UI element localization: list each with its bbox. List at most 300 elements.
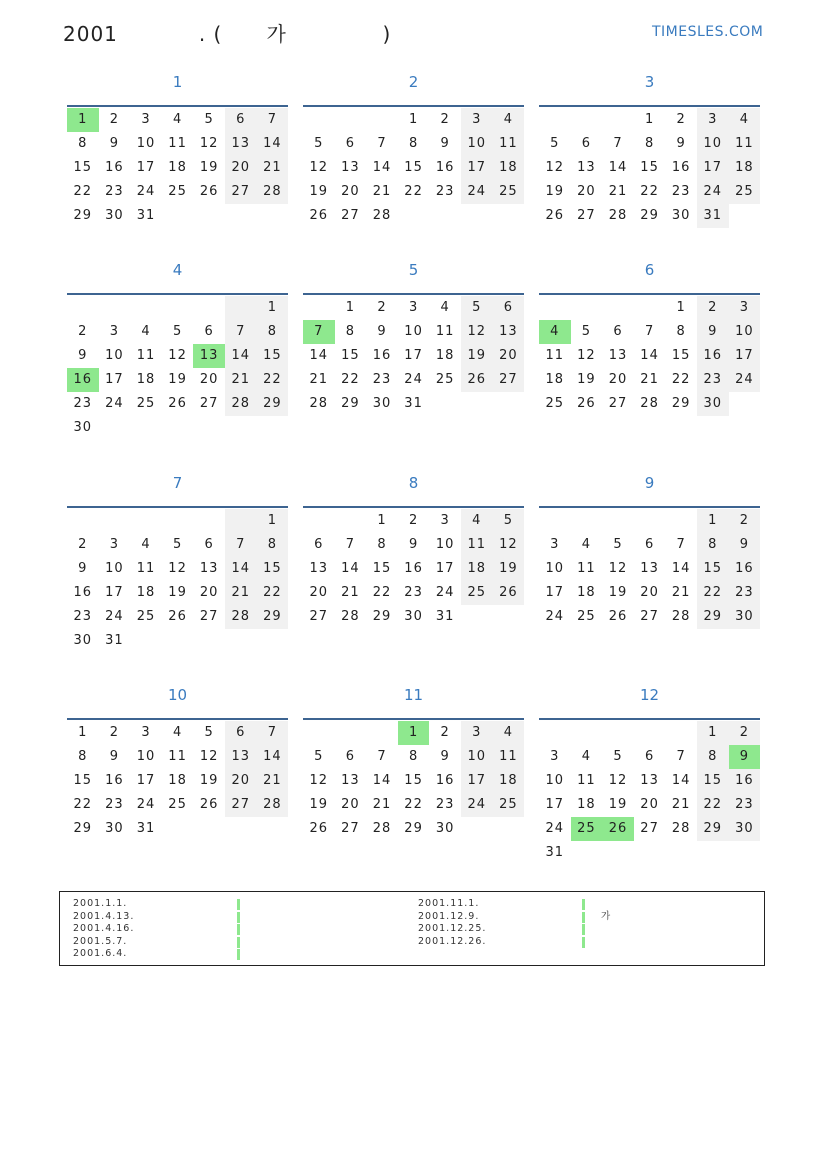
day-cell[interactable]: 7 (676, 537, 686, 552)
day-cell[interactable]: 8 (408, 749, 419, 764)
day-cell[interactable]: 21 (225, 581, 257, 605)
day-cell[interactable]: 27 (341, 821, 360, 836)
day-cell[interactable]: 17 (545, 797, 565, 812)
day-cell[interactable]: 7 (225, 320, 257, 344)
day-cell[interactable]: 1 (377, 513, 387, 528)
day-cell[interactable]: 28 (257, 180, 289, 204)
day-cell[interactable]: 19 (608, 797, 628, 812)
day-cell[interactable]: 16 (67, 368, 99, 392)
day-cell[interactable]: 21 (341, 585, 360, 600)
day-cell[interactable]: 24 (697, 180, 729, 204)
day-cell[interactable]: 13 (225, 132, 257, 156)
day-cell[interactable]: 28 (341, 609, 360, 624)
day-cell[interactable]: 20 (225, 156, 257, 180)
day-cell[interactable]: 14 (671, 773, 691, 788)
day-cell[interactable]: 27 (577, 208, 596, 223)
day-cell[interactable]: 25 (461, 581, 493, 605)
day-cell[interactable]: 27 (640, 821, 659, 836)
day-cell[interactable]: 1 (257, 296, 289, 320)
day-cell[interactable]: 12 (199, 136, 219, 151)
day-cell[interactable]: 14 (640, 348, 659, 363)
day-cell[interactable]: 4 (493, 721, 525, 745)
day-cell[interactable]: 22 (640, 184, 659, 199)
day-cell[interactable]: 16 (435, 773, 455, 788)
day-cell[interactable]: 18 (545, 372, 565, 387)
day-cell[interactable]: 26 (493, 581, 525, 605)
day-cell[interactable]: 2 (729, 721, 761, 745)
day-cell[interactable]: 31 (697, 204, 729, 228)
day-cell[interactable]: 17 (404, 348, 423, 363)
day-cell[interactable]: 18 (168, 773, 187, 788)
day-cell[interactable]: 23 (671, 184, 691, 199)
day-cell[interactable]: 13 (341, 160, 360, 175)
day-cell[interactable]: 19 (199, 160, 219, 175)
day-cell[interactable]: 24 (105, 396, 124, 411)
day-cell[interactable]: 10 (136, 749, 156, 764)
day-cell[interactable]: 1 (697, 721, 729, 745)
day-cell[interactable]: 20 (493, 344, 525, 368)
day-cell[interactable]: 11 (461, 533, 493, 557)
day-cell[interactable]: 2 (676, 112, 686, 127)
day-cell[interactable]: 22 (341, 372, 360, 387)
day-cell[interactable]: 29 (372, 609, 392, 624)
day-cell[interactable]: 13 (309, 561, 329, 576)
day-cell[interactable]: 16 (697, 344, 729, 368)
day-cell[interactable]: 18 (493, 769, 525, 793)
day-cell[interactable]: 3 (440, 513, 450, 528)
day-cell[interactable]: 26 (309, 208, 329, 223)
day-cell[interactable]: 25 (435, 372, 455, 387)
day-cell[interactable]: 31 (435, 609, 455, 624)
day-cell[interactable]: 1 (345, 300, 356, 315)
day-cell[interactable]: 17 (136, 160, 156, 175)
day-cell[interactable]: 10 (461, 132, 493, 156)
day-cell[interactable]: 9 (440, 749, 450, 764)
day-cell[interactable]: 9 (109, 136, 120, 151)
day-cell[interactable]: 29 (671, 396, 691, 411)
day-cell[interactable]: 16 (105, 160, 124, 175)
day-cell[interactable]: 23 (435, 797, 455, 812)
day-cell[interactable]: 18 (577, 797, 596, 812)
day-cell[interactable]: 25 (577, 609, 596, 624)
day-cell[interactable]: 11 (168, 749, 187, 764)
day-cell[interactable]: 24 (435, 585, 455, 600)
day-cell[interactable]: 9 (676, 136, 686, 151)
day-cell[interactable]: 8 (697, 745, 729, 769)
day-cell[interactable]: 3 (697, 108, 729, 132)
day-cell[interactable]: 3 (729, 296, 761, 320)
day-cell[interactable]: 8 (377, 537, 387, 552)
day-cell[interactable]: 15 (257, 557, 289, 581)
day-cell[interactable]: 26 (545, 208, 565, 223)
day-cell[interactable]: 10 (729, 320, 761, 344)
day-cell[interactable]: 20 (341, 184, 360, 199)
day-cell[interactable]: 20 (640, 797, 659, 812)
day-cell[interactable]: 9 (440, 136, 450, 151)
day-cell[interactable]: 21 (640, 372, 659, 387)
day-cell[interactable]: 8 (78, 136, 88, 151)
day-cell[interactable]: 6 (314, 537, 324, 552)
day-cell[interactable]: 15 (372, 561, 392, 576)
day-cell[interactable]: 23 (697, 368, 729, 392)
day-cell[interactable]: 7 (257, 108, 289, 132)
day-cell[interactable]: 9 (729, 533, 761, 557)
day-cell[interactable]: 12 (168, 561, 187, 576)
day-cell[interactable]: 20 (608, 372, 628, 387)
day-cell[interactable]: 10 (404, 324, 423, 339)
day-cell[interactable]: 18 (435, 348, 455, 363)
day-cell[interactable]: 30 (404, 609, 423, 624)
day-cell[interactable]: 13 (577, 160, 596, 175)
day-cell[interactable]: 11 (493, 745, 525, 769)
day-cell[interactable]: 28 (372, 208, 392, 223)
day-cell[interactable]: 9 (377, 324, 387, 339)
day-cell[interactable]: 26 (608, 609, 628, 624)
day-cell[interactable]: 20 (199, 585, 219, 600)
day-cell[interactable]: 15 (341, 348, 360, 363)
day-cell[interactable]: 26 (602, 817, 634, 841)
day-cell[interactable]: 27 (608, 396, 628, 411)
day-cell[interactable]: 13 (193, 344, 225, 368)
day-cell[interactable]: 13 (640, 561, 659, 576)
day-cell[interactable]: 19 (461, 344, 493, 368)
day-cell[interactable]: 24 (461, 180, 493, 204)
day-cell[interactable]: 5 (581, 324, 592, 339)
day-cell[interactable]: 8 (345, 324, 356, 339)
day-cell[interactable]: 29 (404, 821, 423, 836)
day-cell[interactable]: 18 (729, 156, 761, 180)
day-cell[interactable]: 3 (109, 537, 120, 552)
day-cell[interactable]: 12 (545, 160, 565, 175)
day-cell[interactable]: 8 (257, 533, 289, 557)
day-cell[interactable]: 1 (408, 112, 419, 127)
day-cell[interactable]: 6 (225, 108, 257, 132)
day-cell[interactable]: 27 (493, 368, 525, 392)
day-cell[interactable]: 10 (697, 132, 729, 156)
day-cell[interactable]: 7 (225, 533, 257, 557)
day-cell[interactable]: 1 (67, 108, 99, 132)
day-cell[interactable]: 6 (204, 537, 214, 552)
day-cell[interactable]: 28 (309, 396, 329, 411)
day-cell[interactable]: 19 (608, 585, 628, 600)
day-cell[interactable]: 23 (435, 184, 455, 199)
day-cell[interactable]: 4 (172, 725, 183, 740)
day-cell[interactable]: 25 (571, 817, 603, 841)
day-cell[interactable]: 25 (136, 396, 156, 411)
day-cell[interactable]: 30 (729, 817, 761, 841)
day-cell[interactable]: 6 (581, 136, 592, 151)
day-cell[interactable]: 2 (109, 725, 120, 740)
day-cell[interactable]: 9 (697, 320, 729, 344)
day-cell[interactable]: 30 (435, 821, 455, 836)
day-cell[interactable]: 26 (168, 396, 187, 411)
day-cell[interactable]: 12 (461, 320, 493, 344)
day-cell[interactable]: 25 (545, 396, 565, 411)
day-cell[interactable]: 30 (671, 208, 691, 223)
day-cell[interactable]: 25 (493, 793, 525, 817)
day-cell[interactable]: 13 (608, 348, 628, 363)
day-cell[interactable]: 27 (309, 609, 329, 624)
day-cell[interactable]: 5 (613, 749, 623, 764)
day-cell[interactable]: 17 (105, 372, 124, 387)
day-cell[interactable]: 12 (608, 561, 628, 576)
day-cell[interactable]: 21 (225, 368, 257, 392)
day-cell[interactable]: 5 (314, 749, 324, 764)
day-cell[interactable]: 1 (697, 509, 729, 533)
day-cell[interactable]: 2 (377, 300, 387, 315)
day-cell[interactable]: 13 (341, 773, 360, 788)
day-cell[interactable]: 10 (461, 745, 493, 769)
day-cell[interactable]: 23 (372, 372, 392, 387)
day-cell[interactable]: 15 (671, 348, 691, 363)
day-cell[interactable]: 13 (199, 561, 219, 576)
day-cell[interactable]: 4 (461, 509, 493, 533)
day-cell[interactable]: 29 (257, 392, 289, 416)
day-cell[interactable]: 4 (141, 537, 151, 552)
day-cell[interactable]: 30 (697, 392, 729, 416)
day-cell[interactable]: 24 (729, 368, 761, 392)
day-cell[interactable]: 16 (372, 348, 392, 363)
day-cell[interactable]: 10 (545, 561, 565, 576)
day-cell[interactable]: 5 (204, 112, 214, 127)
day-cell[interactable]: 24 (404, 372, 423, 387)
day-cell[interactable]: 20 (199, 372, 219, 387)
day-cell[interactable]: 17 (729, 344, 761, 368)
day-cell[interactable]: 3 (109, 324, 120, 339)
day-cell[interactable]: 20 (341, 797, 360, 812)
day-cell[interactable]: 10 (435, 537, 455, 552)
day-cell[interactable]: 31 (404, 396, 423, 411)
day-cell[interactable]: 3 (550, 749, 560, 764)
day-cell[interactable]: 15 (73, 773, 93, 788)
day-cell[interactable]: 1 (78, 725, 88, 740)
day-cell[interactable]: 19 (309, 184, 329, 199)
day-cell[interactable]: 28 (225, 392, 257, 416)
day-cell[interactable]: 28 (640, 396, 659, 411)
day-cell[interactable]: 23 (73, 396, 93, 411)
day-cell[interactable]: 3 (550, 537, 560, 552)
day-cell[interactable]: 23 (404, 585, 423, 600)
day-cell[interactable]: 23 (729, 581, 761, 605)
day-cell[interactable]: 15 (73, 160, 93, 175)
day-cell[interactable]: 15 (697, 769, 729, 793)
day-cell[interactable]: 2 (697, 296, 729, 320)
day-cell[interactable]: 26 (199, 184, 219, 199)
day-cell[interactable]: 8 (697, 533, 729, 557)
day-cell[interactable]: 16 (729, 557, 761, 581)
day-cell[interactable]: 1 (676, 300, 686, 315)
day-cell[interactable]: 11 (545, 348, 565, 363)
day-cell[interactable]: 14 (372, 773, 392, 788)
site-logo[interactable]: TIMESLES.COM (652, 24, 764, 40)
day-cell[interactable]: 28 (257, 793, 289, 817)
day-cell[interactable]: 6 (493, 296, 525, 320)
day-cell[interactable]: 21 (608, 184, 628, 199)
day-cell[interactable]: 1 (398, 721, 430, 745)
day-cell[interactable]: 21 (257, 769, 289, 793)
day-cell[interactable]: 30 (105, 821, 124, 836)
day-cell[interactable]: 28 (671, 821, 691, 836)
day-cell[interactable]: 1 (644, 112, 655, 127)
day-cell[interactable]: 12 (199, 749, 219, 764)
day-cell[interactable]: 22 (697, 581, 729, 605)
day-cell[interactable]: 3 (461, 721, 493, 745)
day-cell[interactable]: 24 (105, 609, 124, 624)
day-cell[interactable]: 12 (608, 773, 628, 788)
day-cell[interactable]: 14 (341, 561, 360, 576)
day-cell[interactable]: 28 (372, 821, 392, 836)
day-cell[interactable]: 14 (309, 348, 329, 363)
day-cell[interactable]: 26 (577, 396, 596, 411)
day-cell[interactable]: 18 (168, 160, 187, 175)
day-cell[interactable]: 17 (697, 156, 729, 180)
day-cell[interactable]: 27 (225, 180, 257, 204)
day-cell[interactable]: 8 (78, 749, 88, 764)
day-cell[interactable]: 23 (105, 797, 124, 812)
day-cell[interactable]: 30 (73, 633, 93, 648)
day-cell[interactable]: 18 (136, 585, 156, 600)
day-cell[interactable]: 16 (404, 561, 423, 576)
day-cell[interactable]: 11 (136, 561, 156, 576)
day-cell[interactable]: 21 (372, 797, 392, 812)
day-cell[interactable]: 3 (408, 300, 419, 315)
day-cell[interactable]: 14 (225, 344, 257, 368)
day-cell[interactable]: 13 (493, 320, 525, 344)
day-cell[interactable]: 4 (172, 112, 183, 127)
day-cell[interactable]: 11 (577, 773, 596, 788)
day-cell[interactable]: 15 (697, 557, 729, 581)
day-cell[interactable]: 9 (729, 745, 761, 769)
day-cell[interactable]: 17 (136, 773, 156, 788)
day-cell[interactable]: 30 (105, 208, 124, 223)
day-cell[interactable]: 31 (136, 208, 156, 223)
day-cell[interactable]: 22 (372, 585, 392, 600)
day-cell[interactable]: 26 (168, 609, 187, 624)
day-cell[interactable]: 24 (136, 184, 156, 199)
day-cell[interactable]: 19 (577, 372, 596, 387)
day-cell[interactable]: 31 (105, 633, 124, 648)
day-cell[interactable]: 5 (613, 537, 623, 552)
day-cell[interactable]: 29 (257, 605, 289, 629)
day-cell[interactable]: 17 (105, 585, 124, 600)
day-cell[interactable]: 10 (105, 561, 124, 576)
day-cell[interactable]: 17 (461, 156, 493, 180)
day-cell[interactable]: 14 (225, 557, 257, 581)
day-cell[interactable]: 29 (697, 605, 729, 629)
day-cell[interactable]: 30 (729, 605, 761, 629)
day-cell[interactable]: 15 (404, 773, 423, 788)
day-cell[interactable]: 12 (577, 348, 596, 363)
day-cell[interactable]: 21 (257, 156, 289, 180)
day-cell[interactable]: 4 (539, 320, 571, 344)
day-cell[interactable]: 15 (404, 160, 423, 175)
day-cell[interactable]: 18 (577, 585, 596, 600)
day-cell[interactable]: 19 (493, 557, 525, 581)
day-cell[interactable]: 14 (372, 160, 392, 175)
day-cell[interactable]: 2 (408, 513, 419, 528)
day-cell[interactable]: 12 (309, 773, 329, 788)
day-cell[interactable]: 16 (671, 160, 691, 175)
day-cell[interactable]: 15 (257, 344, 289, 368)
day-cell[interactable]: 22 (257, 581, 289, 605)
day-cell[interactable]: 16 (105, 773, 124, 788)
day-cell[interactable]: 25 (729, 180, 761, 204)
day-cell[interactable]: 25 (493, 180, 525, 204)
day-cell[interactable]: 14 (257, 132, 289, 156)
day-cell[interactable]: 23 (729, 793, 761, 817)
day-cell[interactable]: 2 (440, 725, 450, 740)
day-cell[interactable]: 22 (73, 184, 93, 199)
day-cell[interactable]: 6 (345, 136, 356, 151)
day-cell[interactable]: 31 (136, 821, 156, 836)
day-cell[interactable]: 16 (73, 585, 93, 600)
day-cell[interactable]: 23 (73, 609, 93, 624)
day-cell[interactable]: 22 (404, 184, 423, 199)
day-cell[interactable]: 27 (199, 396, 219, 411)
day-cell[interactable]: 21 (671, 797, 691, 812)
day-cell[interactable]: 12 (493, 533, 525, 557)
day-cell[interactable]: 5 (550, 136, 560, 151)
day-cell[interactable]: 7 (613, 136, 623, 151)
day-cell[interactable]: 5 (314, 136, 324, 151)
day-cell[interactable]: 25 (168, 184, 187, 199)
day-cell[interactable]: 22 (257, 368, 289, 392)
day-cell[interactable]: 29 (341, 396, 360, 411)
day-cell[interactable]: 4 (493, 108, 525, 132)
day-cell[interactable]: 27 (640, 609, 659, 624)
day-cell[interactable]: 8 (408, 136, 419, 151)
day-cell[interactable]: 5 (493, 509, 525, 533)
day-cell[interactable]: 26 (309, 821, 329, 836)
day-cell[interactable]: 3 (141, 725, 151, 740)
day-cell[interactable]: 29 (640, 208, 659, 223)
day-cell[interactable]: 21 (372, 184, 392, 199)
day-cell[interactable]: 14 (257, 745, 289, 769)
day-cell[interactable]: 27 (199, 609, 219, 624)
day-cell[interactable]: 31 (545, 845, 565, 860)
day-cell[interactable]: 22 (404, 797, 423, 812)
day-cell[interactable]: 21 (671, 585, 691, 600)
day-cell[interactable]: 9 (109, 749, 120, 764)
day-cell[interactable]: 7 (377, 749, 387, 764)
day-cell[interactable]: 15 (640, 160, 659, 175)
day-cell[interactable]: 20 (225, 769, 257, 793)
day-cell[interactable]: 17 (461, 769, 493, 793)
day-cell[interactable]: 11 (729, 132, 761, 156)
day-cell[interactable]: 6 (345, 749, 356, 764)
day-cell[interactable]: 19 (168, 585, 187, 600)
day-cell[interactable]: 19 (199, 773, 219, 788)
day-cell[interactable]: 2 (78, 537, 88, 552)
day-cell[interactable]: 23 (105, 184, 124, 199)
day-cell[interactable]: 24 (545, 821, 565, 836)
day-cell[interactable]: 5 (172, 537, 183, 552)
day-cell[interactable]: 16 (435, 160, 455, 175)
day-cell[interactable]: 7 (377, 136, 387, 151)
day-cell[interactable]: 2 (109, 112, 120, 127)
day-cell[interactable]: 27 (341, 208, 360, 223)
day-cell[interactable]: 26 (461, 368, 493, 392)
day-cell[interactable]: 5 (172, 324, 183, 339)
day-cell[interactable]: 19 (309, 797, 329, 812)
day-cell[interactable]: 4 (440, 300, 450, 315)
day-cell[interactable]: 14 (608, 160, 628, 175)
day-cell[interactable]: 27 (225, 793, 257, 817)
day-cell[interactable]: 29 (697, 817, 729, 841)
day-cell[interactable]: 7 (676, 749, 686, 764)
day-cell[interactable]: 9 (78, 348, 88, 363)
day-cell[interactable]: 28 (225, 605, 257, 629)
